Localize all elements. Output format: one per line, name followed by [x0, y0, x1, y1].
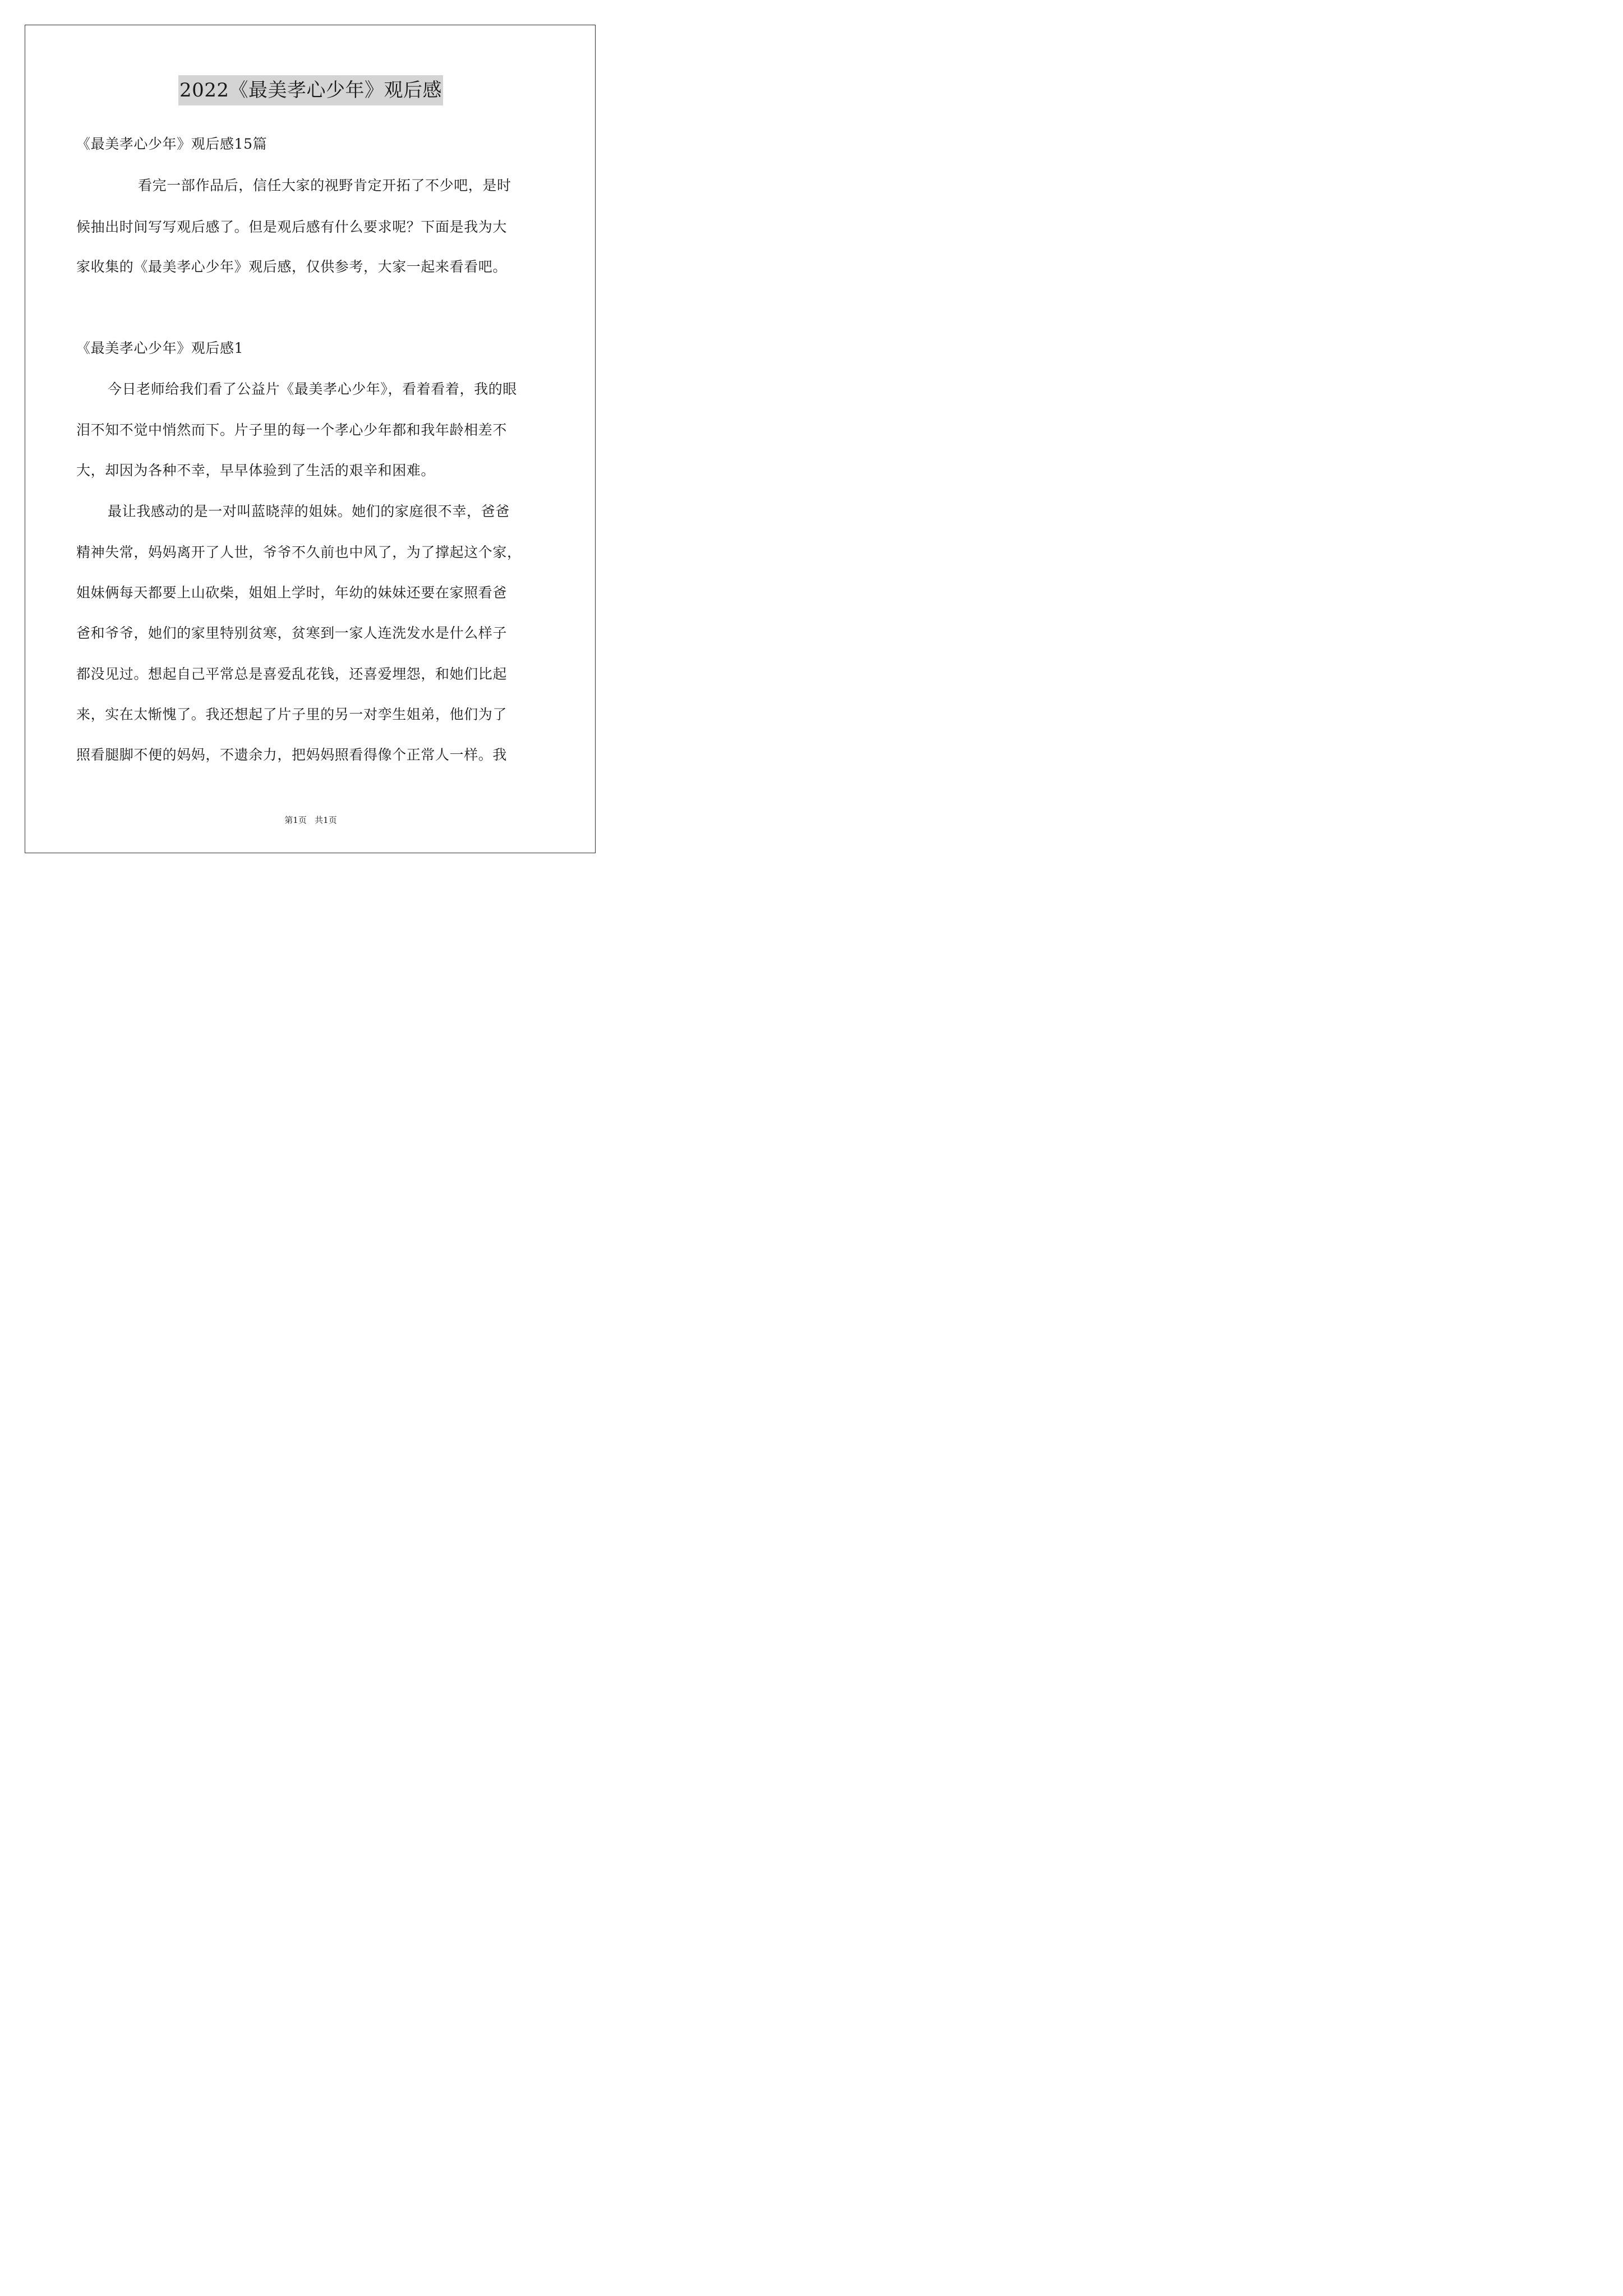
intro-line: 候抽出时间写写观后感了。但是观后感有什么要求呢？下面是我为大: [76, 219, 508, 235]
section-heading: 《最美孝心少年》观后感1: [76, 340, 244, 356]
document-title: 2022《最美孝心少年》观后感: [178, 75, 443, 105]
paragraph-line: 今日老师给我们看了公益片《最美孝心少年》，看着看着，我的眼: [108, 381, 517, 397]
paragraph-line: 来，实在太惭愧了。我还想起了片子里的另一对孪生姐弟，他们为了: [76, 706, 508, 723]
paragraph-line: 照看腿脚不便的妈妈，不遗余力，把妈妈照看得像个正常人一样。我: [76, 747, 508, 763]
page-footer: 第1页 共1页: [284, 815, 337, 825]
paragraph-line: 最让我感动的是一对叫蓝晓萍的姐妹。她们的家庭很不幸，爸爸: [108, 503, 510, 519]
paragraph-line: 大，却因为各种不幸，早早体验到了生活的艰辛和困难。: [76, 462, 436, 478]
document-subtitle: 《最美孝心少年》观后感15篇: [76, 136, 268, 152]
paragraph-line: 泪不知不觉中悄然而下。片子里的每一个孝心少年都和我年龄相差不: [76, 422, 508, 438]
paragraph-line: 爸和爷爷，她们的家里特别贫寒，贫寒到一家人连洗发水是什么样子: [76, 625, 508, 641]
paragraph-line: 姐妹俩每天都要上山砍柴，姐姐上学时，年幼的妹妹还要在家照看爸: [76, 585, 508, 601]
paragraph-line: 精神失常，妈妈离开了人世，爷爷不久前也中风了，为了撑起这个家，: [76, 544, 522, 560]
intro-line: 看完一部作品后，信任大家的视野肯定开拓了不少吧，是时: [138, 177, 511, 194]
title-container: [0, 75, 621, 105]
intro-line: 家收集的《最美孝心少年》观后感，仅供参考，大家一起来看看吧。: [76, 259, 508, 275]
paragraph-line: 都没见过。想起自己平常总是喜爱乱花钱，还喜爱埋怨，和她们比起: [76, 666, 508, 682]
